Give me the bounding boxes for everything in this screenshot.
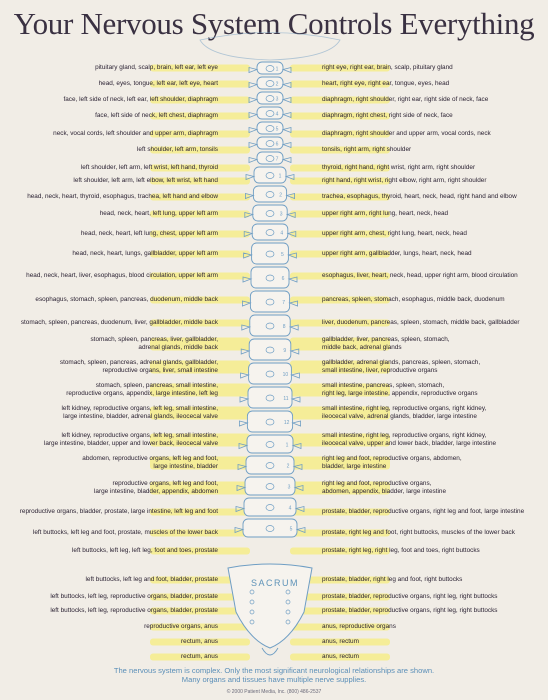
vertebra-number: 5 bbox=[289, 526, 293, 533]
label-line: upper right arm, gallbladder, lungs, heart, neck, head bbox=[322, 250, 472, 258]
label-line: prostate, bladder, reproductive organs, right leg, right buttocks bbox=[322, 607, 498, 615]
nerve-label-left bbox=[94, 480, 218, 495]
label-line: left buttocks, left leg and foot, bladder, prostate bbox=[85, 576, 218, 584]
label-line: left kidney, reproductive organs, left leg, small intestine, bbox=[61, 405, 218, 413]
vertebra bbox=[236, 498, 304, 516]
nerve-label-right bbox=[322, 529, 515, 537]
vertebra-number: 12 bbox=[283, 420, 290, 426]
footer-note-line2: Many organs and tissues have multiple nerve supplies. bbox=[181, 675, 367, 684]
nerve-label-right bbox=[322, 455, 462, 470]
label-line: prostate, right leg, right leg, foot and toes, right buttocks bbox=[322, 547, 480, 555]
vertebra bbox=[249, 122, 291, 134]
label-line: small intestine, pancreas, spleen, stomach, bbox=[322, 382, 445, 390]
nerve-label-right bbox=[322, 296, 505, 304]
nerve-label-left bbox=[95, 64, 218, 72]
vertebra-number: 9 bbox=[283, 348, 287, 354]
vertebra bbox=[239, 411, 300, 432]
nerve-label-right bbox=[322, 272, 518, 280]
vertebra bbox=[249, 92, 291, 104]
label-line: stomach, spleen, pancreas, duodenum, liver, gallbladder, middle back bbox=[20, 319, 218, 327]
vertebra bbox=[249, 107, 291, 119]
label-line: prostate, bladder, reproductive organs, right leg, right buttocks bbox=[322, 593, 498, 601]
nerve-label-right bbox=[322, 382, 478, 397]
label-line: small intestine, liver, reproductive organs bbox=[322, 366, 438, 374]
vertebra bbox=[245, 186, 294, 202]
label-line: upper right arm, chest, right lung, heart, neck, head bbox=[322, 230, 467, 238]
vertebra-number: 11 bbox=[283, 396, 289, 402]
vertebra-number: 10 bbox=[282, 372, 289, 378]
label-line: tonsils, right arm, right shoulder bbox=[322, 146, 412, 154]
label-line: head, neck, heart, thyroid, esophagus, trachea, left hand and elbow bbox=[27, 193, 218, 201]
vertebra bbox=[242, 291, 297, 312]
vertebra bbox=[244, 243, 297, 264]
nerve-label-left bbox=[53, 130, 218, 138]
label-line: diaphragm, right chest, right side of neck, face bbox=[322, 112, 453, 120]
nerve-label-left bbox=[44, 432, 218, 447]
label-line: liver, duodenum, pancreas, spleen, stomach, middle back, gallbladder bbox=[322, 319, 520, 327]
label-line: anus, reproductive organs bbox=[322, 623, 396, 631]
label-line: large intestine, bladder, appendix, abdomen bbox=[94, 487, 218, 495]
label-line: thyroid, right hand, right wrist, right arm, right shoulder bbox=[322, 164, 476, 172]
nerve-label-right bbox=[322, 193, 517, 201]
vertebra-number: 2 bbox=[286, 463, 290, 470]
vertebra bbox=[237, 477, 303, 495]
vertebra bbox=[249, 62, 291, 74]
vertebra bbox=[239, 435, 301, 453]
nerve-label-right bbox=[322, 80, 449, 88]
nerve-label-right bbox=[322, 164, 475, 172]
nerve-label-right bbox=[322, 112, 453, 120]
label-line: anus, rectum bbox=[322, 653, 359, 661]
label-line: head, neck, heart, lungs, gallbladder, upper left arm bbox=[72, 250, 218, 258]
label-line: pancreas, spleen, stomach, esophagus, middle back, duodenum bbox=[322, 296, 505, 304]
nerve-label-left bbox=[20, 508, 218, 516]
label-line: prostate, bladder, right leg and foot, right buttocks bbox=[322, 576, 463, 584]
nerve-label-left bbox=[66, 382, 218, 397]
vertebra bbox=[241, 339, 299, 360]
vertebra-number: 4 bbox=[288, 505, 292, 512]
label-line: right eye, right ear, brain, scalp, pituitary gland bbox=[322, 64, 453, 72]
label-line: right leg and foot, reproductive organs, bbox=[322, 480, 432, 488]
vertebra-number: 4 bbox=[275, 111, 279, 118]
label-line: right hand, right wrist, right elbow, right arm, right shoulder bbox=[322, 177, 487, 185]
label-line: heart, right eye, right ear, tongue, eyes, head bbox=[322, 80, 450, 88]
nerve-label-right bbox=[322, 593, 498, 601]
label-line: diaphragm, right shoulder, right ear, right side of neck, face bbox=[322, 96, 489, 104]
label-line: left shoulder, left arm, left wrist, left hand, thyroid bbox=[80, 164, 218, 172]
nerve-label-left bbox=[100, 210, 218, 218]
nerve-label-left bbox=[90, 336, 218, 351]
label-line: neck, vocal cords, left shoulder and upper arm, diaphragm bbox=[53, 130, 218, 138]
label-line: reproductive organs, left leg and foot, bbox=[112, 480, 218, 488]
label-line: large intestine, bladder bbox=[153, 462, 218, 470]
label-line: left buttocks, left leg, reproductive organs, bladder, prostate bbox=[50, 607, 218, 615]
nerve-label-left bbox=[85, 576, 218, 584]
label-line: rectum, anus bbox=[181, 638, 218, 646]
nerve-label-right bbox=[322, 653, 359, 661]
page-title: Your Nervous System Controls Everything bbox=[13, 6, 535, 41]
nerve-label-right bbox=[322, 64, 453, 72]
vertebra-number: 7 bbox=[282, 300, 285, 306]
label-line: prostate, bladder, reproductive organs, right leg and foot, large intestine bbox=[322, 508, 525, 516]
label-line: left buttocks, left leg, reproductive organs, bladder, prostate bbox=[50, 593, 218, 601]
label-line: ileocecal valve, upper and lower back, bladder, large intestine bbox=[322, 439, 497, 447]
vertebra bbox=[240, 387, 300, 408]
label-line: head, eyes, tongue, left ear, left eye, heart bbox=[98, 80, 218, 88]
label-line: trachea, esophagus, thyroid, heart, neck, head, right hand and elbow bbox=[322, 193, 517, 201]
label-line: head, neck, heart, left lung, upper left arm bbox=[99, 210, 218, 218]
nerve-label-right bbox=[322, 230, 467, 238]
vertebra-number: 2 bbox=[279, 192, 282, 199]
vertebra-number: 1 bbox=[275, 66, 279, 73]
vertebra-number: 5 bbox=[275, 126, 279, 133]
vertebra bbox=[249, 152, 291, 164]
label-line: small intestine, right leg, reproductive organs, right kidney, bbox=[322, 432, 487, 440]
label-line: ileocecal valve, adrenal glands, bladder, large intestine bbox=[322, 412, 477, 420]
nerve-label-left bbox=[95, 112, 218, 120]
label-line: abdomen, appendix, bladder, large intestine bbox=[322, 487, 446, 495]
label-line: large intestine, bladder, upper and lower back, ileocecal valve bbox=[43, 439, 218, 447]
label-line: face, left side of neck, left ear, left shoulder, diaphragm bbox=[63, 96, 218, 104]
nerve-label-right bbox=[322, 607, 498, 615]
label-line: upper right arm, right lung, heart, neck, head bbox=[322, 210, 449, 218]
nerve-label-right bbox=[322, 250, 472, 258]
label-line: left buttocks, left leg, left leg, foot and toes, prostate bbox=[71, 547, 218, 555]
nerve-label-left bbox=[26, 272, 218, 280]
vertebra-number: 8 bbox=[282, 324, 286, 330]
nerve-label-left bbox=[27, 193, 218, 201]
label-line: esophagus, liver, heart, neck, head, upper right arm, blood circulation bbox=[322, 272, 518, 280]
vertebra-number: 3 bbox=[279, 211, 283, 218]
vertebra-number: 7 bbox=[275, 156, 279, 163]
label-line: middle back, adrenal glands bbox=[322, 343, 402, 351]
label-line: bladder, large intestine bbox=[322, 462, 387, 470]
nerve-label-left bbox=[33, 529, 218, 537]
nerve-label-left bbox=[21, 319, 218, 327]
label-line: gallbladder, adrenal glands, pancreas, spleen, stomach, bbox=[322, 359, 481, 367]
nerve-label-right bbox=[322, 638, 359, 646]
vertebra bbox=[245, 205, 295, 221]
nerve-label-left bbox=[63, 96, 218, 104]
label-line: abdomen, reproductive organs, left leg and foot, bbox=[82, 455, 218, 463]
nerve-label-left bbox=[81, 230, 218, 238]
vertebra-number: 4 bbox=[280, 230, 284, 237]
vertebra bbox=[246, 167, 294, 183]
nerve-label-left bbox=[72, 250, 218, 258]
label-line: reproductive organs, appendix, large intestine, left leg bbox=[66, 389, 218, 397]
vertebra-number: 5 bbox=[281, 252, 284, 258]
label-line: esophagus, stomach, spleen, pancreas, duodenum, middle back bbox=[35, 296, 218, 304]
nerve-label-left bbox=[35, 296, 218, 304]
label-line: left kidney, reproductive organs, left leg, small intestine, bbox=[61, 432, 218, 440]
label-line: left buttocks, left leg and foot, prostate, muscles of the lower back bbox=[32, 529, 218, 537]
nerve-label-left bbox=[181, 638, 218, 646]
vertebra bbox=[238, 456, 302, 474]
label-line: small intestine, right leg, reproductive organs, right kidney, bbox=[322, 405, 487, 413]
label-line: head, neck, heart, left lung, chest, upper left arm bbox=[80, 230, 218, 238]
vertebra bbox=[241, 363, 300, 384]
nerve-label-right bbox=[322, 359, 480, 374]
copyright: © 2000 Patient Media, Inc. (800) 486-2537 bbox=[226, 689, 322, 695]
label-line: prostate, right leg and foot, right buttocks, muscles of the lower back bbox=[322, 529, 515, 537]
nerve-label-left bbox=[137, 146, 218, 154]
nerve-label-left bbox=[61, 405, 218, 420]
vertebra-number: 1 bbox=[285, 442, 289, 449]
label-line: gallbladder, liver, pancreas, spleen, stomach, bbox=[322, 336, 450, 344]
vertebra bbox=[242, 315, 298, 336]
label-line: right leg, large intestine, appendix, reproductive organs bbox=[322, 389, 478, 397]
label-line: large intestine, bladder, adrenal glands, ileocecal valve bbox=[63, 412, 218, 420]
label-line: left shoulder, left arm, tonsils bbox=[137, 146, 218, 154]
nerve-label-right bbox=[322, 336, 450, 351]
label-line: reproductive organs, anus bbox=[144, 623, 218, 631]
nerve-label-left bbox=[82, 455, 218, 470]
vertebra-number: 6 bbox=[281, 276, 285, 282]
nerve-label-right bbox=[322, 547, 480, 555]
label-line: reproductive organs, liver, small intestine bbox=[102, 366, 218, 374]
nerve-label-left bbox=[99, 80, 218, 88]
nerve-label-right bbox=[322, 146, 411, 154]
nerve-label-right bbox=[322, 210, 448, 218]
label-line: rectum, anus bbox=[181, 653, 218, 661]
label-line: diaphragm, right shoulder and upper arm, vocal cords, neck bbox=[322, 130, 491, 138]
label-line: anus, rectum bbox=[322, 638, 359, 646]
nerve-label-left bbox=[60, 359, 218, 374]
vertebra-number: 3 bbox=[275, 96, 279, 103]
vertebra-number: 3 bbox=[287, 484, 291, 491]
nerve-label-left bbox=[81, 164, 218, 172]
nerve-label-right bbox=[322, 508, 524, 516]
nerve-label-right bbox=[322, 405, 486, 420]
vertebra bbox=[235, 519, 305, 537]
vertebra-number: 6 bbox=[275, 141, 279, 148]
nerve-label-left bbox=[181, 653, 218, 661]
footer-note-line1: The nervous system is complex. Only the most significant neurological relationships are shown. bbox=[113, 666, 435, 675]
vertebra bbox=[243, 267, 297, 288]
sacrum-label: SACRUM bbox=[250, 578, 299, 588]
nerve-label-left bbox=[73, 177, 218, 185]
nerve-label-right bbox=[322, 96, 488, 104]
nerve-label-left bbox=[50, 607, 218, 615]
label-line: stomach, spleen, pancreas, small intestine, bbox=[95, 382, 218, 390]
vertebra bbox=[244, 224, 296, 240]
vertebra bbox=[249, 137, 291, 149]
vertebra bbox=[249, 77, 291, 89]
nerve-label-right bbox=[322, 319, 520, 327]
label-line: head, neck, heart, liver, esophagus, blood circulation, upper left arm bbox=[26, 272, 218, 280]
label-line: face, left side of neck, left chest, diaphragm bbox=[95, 112, 218, 120]
nerve-label-left bbox=[50, 593, 218, 601]
nerve-label-right bbox=[322, 480, 446, 495]
label-line: pituitary gland, scalp, brain, left ear, left eye bbox=[95, 64, 218, 72]
nerve-label-right bbox=[322, 130, 491, 138]
label-line: reproductive organs, bladder, prostate, large intestine, left leg and foot bbox=[19, 508, 218, 516]
nerve-label-left bbox=[72, 547, 218, 555]
nerve-label-right bbox=[322, 432, 496, 447]
nerve-label-right bbox=[322, 576, 462, 584]
label-line: stomach, spleen, pancreas, adrenal glands, gallbladder, bbox=[59, 359, 218, 367]
label-line: right leg and foot, reproductive organs, abdomen, bbox=[322, 455, 462, 463]
vertebra-number: 2 bbox=[275, 81, 279, 88]
nerve-label-right bbox=[322, 623, 396, 631]
label-line: stomach, spleen, pancreas, liver, gallbladder, bbox=[90, 336, 218, 344]
nerve-label-right bbox=[322, 177, 486, 185]
label-line: left shoulder, left arm, left elbow, left wrist, left hand bbox=[73, 177, 218, 185]
vertebra-number: 1 bbox=[278, 173, 282, 180]
nerve-label-left bbox=[144, 623, 218, 631]
label-line: adrenal glands, middle back bbox=[138, 343, 218, 351]
